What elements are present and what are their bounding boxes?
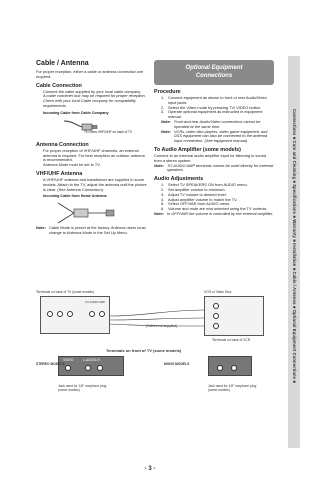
jack-icon	[97, 365, 103, 371]
antenna-figure	[36, 200, 148, 226]
intro-text: For proper reception, either a cable or antenna connection are required.	[36, 69, 144, 79]
earphone-jack-label-mono: Jack used for 1/8" earphone plug (some models)	[208, 384, 257, 392]
list-item: 1. Connect equipment as shown to front or rear Audio/Video input jacks.	[161, 95, 267, 105]
cable-text: Connect the cable supplied by your local cable company.	[43, 88, 141, 94]
video-label: VIDEO	[63, 358, 74, 362]
amp-heading: To Audio Amplifier (some models)	[154, 146, 241, 153]
amp-note: Note: TO AUDIO AMP terminals cannot be used directly for external speakers.	[154, 162, 274, 173]
vcr-back-panel	[204, 296, 264, 336]
final-note: Note: In OFF/VAR the volume is controlled by the external amplifier.	[154, 210, 274, 216]
amp-intro: Connect to an external audio amplifier input for listening to sound from a stereo system.	[154, 152, 267, 163]
back-terminals-label: Terminals on back of TV (some models)	[36, 290, 95, 294]
jack-icon	[213, 313, 219, 319]
jack-icon	[65, 365, 71, 371]
procedure-note-1: Note: Front and rear Audio/Video connections cannot be operated at the same time.	[161, 118, 261, 129]
side-tab-text: Connections ■ Care and Cleaning ■ Specifications ■ Warranty ■ Installation ■ Cable / Antenna ■ Optional Equipment Connections ■	[292, 109, 297, 383]
cable-note: A cable converter box may be required for proper reception. Check with your local Cable company for compatibility requirements.	[43, 93, 146, 108]
procedure-steps	[154, 96, 274, 120]
list-item: 3. Operate optional equipment as instructed in equipment manual.	[161, 109, 263, 120]
plug-label: 75 Ohms VHF/UHF on back of TV	[84, 129, 133, 134]
cables-label: (Cables not supplied)	[146, 324, 178, 328]
audio-label: L-AUDIO-R	[83, 358, 100, 362]
antenna-bullet-1: For proper reception of VHF/UHF channels, an external antenna is required. For best reception an outdoor antenna is recommended.	[43, 147, 145, 163]
vcr-label: VCR or Video Disc	[204, 290, 232, 294]
right-column	[154, 60, 274, 217]
jack-icon	[217, 365, 223, 371]
section-banner	[154, 60, 274, 85]
vcr-terminals-label: Terminals on back of VCR	[212, 338, 251, 342]
stereo-models-label: STEREO MODELS	[36, 362, 65, 366]
list-item: 6. Volume and mute are now selected using the TV controls.	[161, 206, 268, 212]
list-item: 3. Adjust TV volume to desired level.	[161, 191, 227, 197]
adjustments-heading: Audio Adjustments	[154, 176, 204, 183]
vhf-text: A VHF/UHF antenna and transformer are supplied in some models. Attach to the TV, adjust the antenna until the picture is clear. (See Antenna Connection).	[43, 176, 147, 192]
cable-caption: Incoming Cable from Cable Company	[43, 110, 109, 115]
note-label: Note:	[36, 225, 46, 231]
cable-plug-figure	[36, 117, 148, 139]
jack-icon	[213, 323, 219, 329]
mono-models-label: MONO MODELS	[164, 362, 190, 366]
antenna-heading: Antenna Connection	[36, 141, 89, 148]
cable-heading: Cable Connection	[36, 82, 82, 89]
list-item: 2. Select the Video mode by pressing TV/ VIDEO button.	[161, 104, 262, 110]
adjustment-steps	[154, 183, 274, 212]
vhf-caption: Incoming Cable from Home Antenna	[43, 194, 107, 199]
mode-note	[36, 226, 148, 236]
list-item: 1. Select TV SPEAKERS ON from AUDIO menu.	[161, 182, 248, 188]
left-column	[36, 60, 148, 236]
jack-icon	[213, 303, 219, 309]
vhf-heading: VHF/UHF Antenna	[36, 170, 83, 177]
page-number: - 3 -	[144, 466, 156, 472]
note-text: Cable Mode is preset at the factory. Antenna users must change to Antenna Mode in the Set Up Menu.	[48, 225, 146, 236]
front-terminals-label: Terminals on front of TV (some models)	[106, 348, 182, 353]
jack-icon	[85, 365, 91, 371]
mono-front-panel	[208, 356, 252, 376]
list-item: 5. Select OFF/VAR from AUDIO menu.	[161, 201, 231, 207]
procedure-note-2: Note: VCRs, video disc players, video game equipment, and DSS equipment can also be connected to the antenna input connection. (See equipment manual).	[161, 128, 268, 144]
antenna-transformer-icon	[54, 200, 134, 226]
jack-icon	[231, 365, 237, 371]
coax-plug-icon	[62, 117, 122, 139]
earphone-jack-label: Jack used for 1/8" earphone plug (some models)	[58, 384, 107, 392]
procedure-heading: Procedure	[154, 89, 181, 95]
banner-line-1: Optional Equipment	[185, 65, 243, 71]
connection-diagram	[36, 290, 276, 426]
banner-line-2: Connections	[195, 73, 233, 79]
section-title: Cable / Antenna	[36, 60, 89, 67]
list-item: 2. Set amplifier volume to minimum.	[161, 186, 226, 192]
stereo-front-panel	[58, 356, 124, 376]
list-item: 4. Adjust amplifier volume to match the TV.	[161, 196, 238, 202]
antenna-bullet-2: Antenna Mode must be set to TV.	[43, 162, 101, 168]
amp-terminal-label: TO AUDIO AMP	[85, 300, 105, 304]
